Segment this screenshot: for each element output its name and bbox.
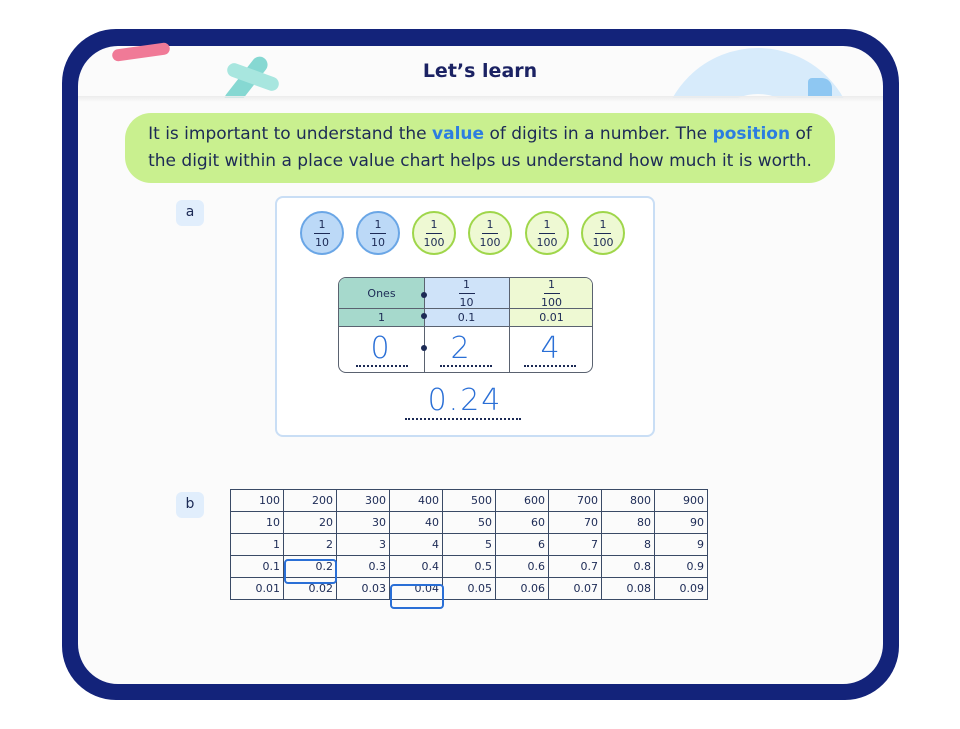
- answer-line-tenths: [440, 365, 492, 367]
- grid-cell: 2: [284, 534, 337, 556]
- counter-num: 1: [486, 217, 494, 231]
- grid-cell: 40: [390, 512, 443, 534]
- decimal-point: [421, 292, 427, 298]
- grid-cell: 0.08: [602, 578, 655, 600]
- banner-text-2: of digits in a number. The: [484, 124, 713, 144]
- tenths-value: 0.1: [424, 308, 509, 326]
- counter-hundredth: [525, 211, 569, 255]
- grid-cell: 0.3: [337, 556, 390, 578]
- answer-line-hundredths: [524, 365, 576, 367]
- grid-cell: 0.7: [549, 556, 602, 578]
- grid-cell: 4: [390, 534, 443, 556]
- grid-cell: 0.9: [655, 556, 708, 578]
- counter-hundredth: [581, 211, 625, 255]
- hundredths-value: 0.01: [509, 308, 593, 326]
- grid-cell: 600: [496, 490, 549, 512]
- written-ones-digit: 0: [370, 331, 390, 366]
- grid-cell: 0.5: [443, 556, 496, 578]
- answer-line-ones: [356, 365, 408, 367]
- written-tenths-digit: 2: [450, 331, 470, 366]
- written-hundredths-digit: 4: [540, 331, 560, 366]
- grid-cell: 0.03: [337, 578, 390, 600]
- decimal-point: [421, 345, 427, 351]
- banner-position-word: position: [712, 124, 791, 144]
- grid-cell: 9: [655, 534, 708, 556]
- section-b-label: b: [176, 492, 204, 518]
- grid-cell: 70: [549, 512, 602, 534]
- grid-cell: 60: [496, 512, 549, 534]
- grid-cell: 30: [337, 512, 390, 534]
- grid-cell: 3: [337, 534, 390, 556]
- counter-den: 10: [371, 235, 385, 249]
- grid-cell: 0.02: [284, 578, 337, 600]
- grid-cell: 0.06: [496, 578, 549, 600]
- grid-cell: 0.04: [390, 578, 443, 600]
- grid-cell: 50: [443, 512, 496, 534]
- section-a-label: a: [176, 200, 204, 226]
- written-answer: 0.24: [427, 383, 503, 418]
- counter-num: 1: [318, 217, 326, 231]
- counter-hundredth: [412, 211, 456, 255]
- grid-cell: 500: [443, 490, 496, 512]
- table-row: [231, 534, 708, 556]
- grid-cell: 80: [602, 512, 655, 534]
- counter-tenth: [356, 211, 400, 255]
- grid-cell: 5: [443, 534, 496, 556]
- counter-den: 100: [423, 235, 445, 249]
- tenths-header: $\frac{1}{10}$: [424, 278, 509, 308]
- grid-cell: 0.09: [655, 578, 708, 600]
- grid-cell: 0.8: [602, 556, 655, 578]
- grid-cell: 700: [549, 490, 602, 512]
- ring-decoration: [660, 48, 856, 98]
- counter-num: 1: [430, 217, 438, 231]
- grid-cell: 400: [390, 490, 443, 512]
- cross-decoration: [218, 56, 280, 98]
- grid-cell: 0.05: [443, 578, 496, 600]
- counter-den: 100: [479, 235, 501, 249]
- counter-num: 1: [374, 217, 382, 231]
- table-row: [231, 490, 708, 512]
- grid-cell: 100: [231, 490, 284, 512]
- grid-cell: 90: [655, 512, 708, 534]
- grid-cell: 0.01: [231, 578, 284, 600]
- highlight-box-0-04: [390, 584, 444, 609]
- answer-line: [405, 418, 521, 420]
- grid-cell: 0.1: [231, 556, 284, 578]
- grid-cell: 0.6: [496, 556, 549, 578]
- grid-cell: 0.2: [284, 556, 337, 578]
- grid-cell: 20: [284, 512, 337, 534]
- grid-cell: 900: [655, 490, 708, 512]
- banner-value-word: value: [432, 124, 485, 144]
- banner-text-3: of the digit within a place value chart helps us understand how much it is worth.: [148, 124, 812, 171]
- grid-cell: 0.4: [390, 556, 443, 578]
- counter-den: 100: [536, 235, 558, 249]
- counter-num: 1: [543, 217, 551, 231]
- grid-cell: 800: [602, 490, 655, 512]
- grid-cell: 8: [602, 534, 655, 556]
- counter-den: 100: [592, 235, 614, 249]
- counter-num: 1: [599, 217, 607, 231]
- grid-cell: 10: [231, 512, 284, 534]
- header-divider: [78, 96, 883, 102]
- ones-header: Ones: [339, 278, 424, 308]
- counter-tenth: [300, 211, 344, 255]
- highlight-box-0-2: [284, 559, 337, 584]
- page-title: Let’s learn: [422, 60, 538, 82]
- grid-cell: 7: [549, 534, 602, 556]
- ones-value: 1: [339, 308, 424, 326]
- grid-cell: 200: [284, 490, 337, 512]
- grid-cell: 1: [231, 534, 284, 556]
- decimal-point: [421, 313, 427, 319]
- hundredths-header: $\frac{1}{100}$: [509, 278, 593, 308]
- table-row: [231, 512, 708, 534]
- intro-banner: [125, 113, 835, 183]
- grid-cell: 0.07: [549, 578, 602, 600]
- counter-hundredth: [468, 211, 512, 255]
- grid-cell: 6: [496, 534, 549, 556]
- banner-text-1: It is important to understand the: [148, 124, 433, 144]
- grid-cell: 300: [337, 490, 390, 512]
- counter-den: 10: [315, 235, 329, 249]
